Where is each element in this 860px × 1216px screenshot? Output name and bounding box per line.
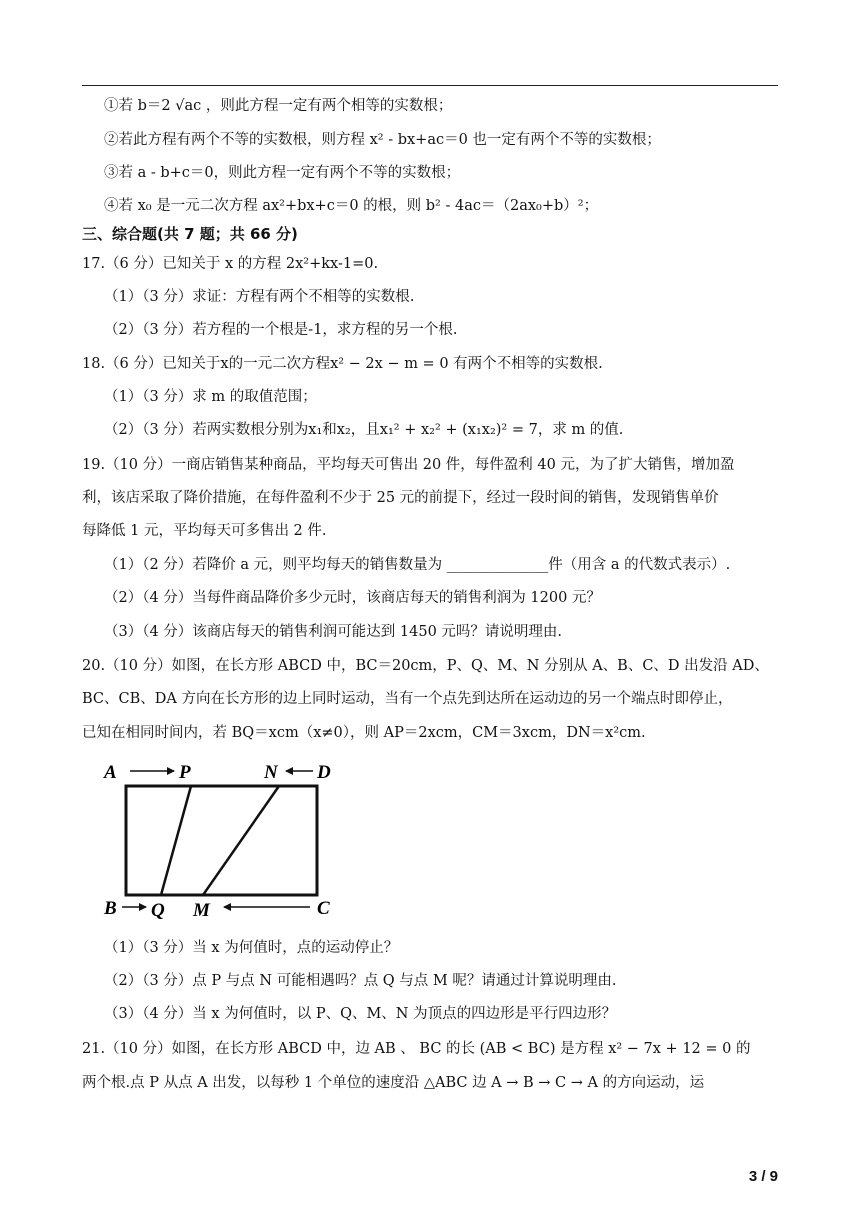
q18-part2: （2）（3 分）若两实数根分别为x₁和x₂，且x₁² + x₂² + (x₁x₂)² = 7，求 m 的值. bbox=[104, 422, 624, 438]
q20-stem-line1: 20.（10 分）如图，在长方形 ABCD 中，BC＝20cm，P、Q、M、N 分别从 A、B、C、D 出发沿 AD、 bbox=[82, 658, 769, 674]
page-number: 3 / 9 bbox=[748, 1168, 778, 1185]
option-2: ②若此方程有两个不等的实数根，则方程 x² - bx+ac＝0 也一定有两个不等的实数根； bbox=[104, 132, 661, 148]
q19-part2: （2）（4 分）当每件商品降价多少元时，该商店每天的销售利润为 1200 元？ bbox=[104, 590, 601, 606]
q20-stem-line3: 已知在相同时间内，若 BQ＝xcm（x≠0），则 AP＝2xcm，CM＝3xcm，DN＝x²cm. bbox=[82, 725, 646, 741]
label-d: D bbox=[317, 762, 331, 783]
q17-stem: 17.（6 分）已知关于 x 的方程 2x²+kx-1=0. bbox=[82, 256, 379, 272]
segment-nm bbox=[203, 786, 279, 895]
header-rule bbox=[82, 85, 778, 86]
q18-stem: 18.（6 分）已知关于x的一元二次方程x² − 2x − m = 0 有两个不相等的实数根. bbox=[82, 356, 603, 372]
segment-pq bbox=[161, 786, 191, 895]
rectangle-abcd bbox=[126, 786, 317, 895]
q17-part2: （2）（3 分）若方程的一个根是-1，求方程的另一个根. bbox=[104, 322, 458, 338]
section-heading: 三、综合题(共 7 题；共 66 分) bbox=[82, 225, 298, 243]
q20-part2: （2）（3 分）点 P 与点 N 可能相遇吗？点 Q 与点 M 呢？请通过计算说明理由. bbox=[104, 973, 617, 989]
q19-stem-line1: 19.（10 分）一商店销售某种商品，平均每天可售出 20 件，每件盈利 40 元，为了扩大销售，增加盈 bbox=[82, 457, 735, 473]
q18-part1: （1）（3 分）求 m 的取值范围； bbox=[104, 389, 317, 405]
option-3: ③若 a - b+c＝0，则此方程一定有两个不等的实数根； bbox=[104, 165, 461, 181]
label-n: N bbox=[264, 762, 278, 783]
option-1: ①若 b＝2 √ac ，则此方程一定有两个相等的实数根； bbox=[104, 98, 453, 114]
label-c: C bbox=[317, 898, 330, 919]
q20-part3: （3）（4 分）当 x 为何值时，以 P、Q、M、N 为顶点的四边形是平行四边形？ bbox=[104, 1006, 617, 1022]
q17-part1: （1）（3 分）求证：方程有两个不相等的实数根. bbox=[104, 289, 415, 305]
q19-part3: （3）（4 分）该商店每天的销售利润可能达到 1450 元吗？请说明理由. bbox=[104, 624, 563, 640]
option-4: ④若 x₀ 是一元二次方程 ax²+bx+c＝0 的根，则 b² - 4ac＝（2ax₀+b）²； bbox=[104, 198, 599, 214]
rectangle-figure bbox=[100, 757, 340, 922]
q21-stem-line1: 21.（10 分）如图，在长方形 ABCD 中，边 AB 、 BC 的长 (AB < BC) 是方程 x² − 7x + 12 = 0 的 bbox=[82, 1041, 751, 1057]
q19-part1: （1）（2 分）若降价 a 元，则平均每天的销售数量为 ______________件（用含 a 的代数式表示）. bbox=[104, 557, 731, 573]
label-a: A bbox=[104, 762, 117, 783]
label-b: B bbox=[104, 898, 117, 919]
label-p: P bbox=[179, 762, 191, 783]
q20-part1: （1）（3 分）当 x 为何值时，点的运动停止？ bbox=[104, 940, 399, 956]
q21-stem-line2: 两个根.点 P 从点 A 出发，以每秒 1 个单位的速度沿 △ABC 边 A → B → C → A 的方向运动，运 bbox=[82, 1075, 705, 1091]
q19-stem-line2: 利，该店采取了降价措施，在每件盈利不少于 25 元的前提下，经过一段时间的销售，发现销售单价 bbox=[82, 490, 719, 506]
q19-stem-line3: 每降低 1 元，平均每天可多售出 2 件. bbox=[82, 523, 327, 539]
label-m: M bbox=[193, 900, 210, 921]
q20-stem-line2: BC、CB、DA 方向在长方形的边上同时运动，当有一个点先到达所在运动边的另一个端点时即停止， bbox=[82, 691, 733, 707]
label-q: Q bbox=[151, 900, 165, 921]
